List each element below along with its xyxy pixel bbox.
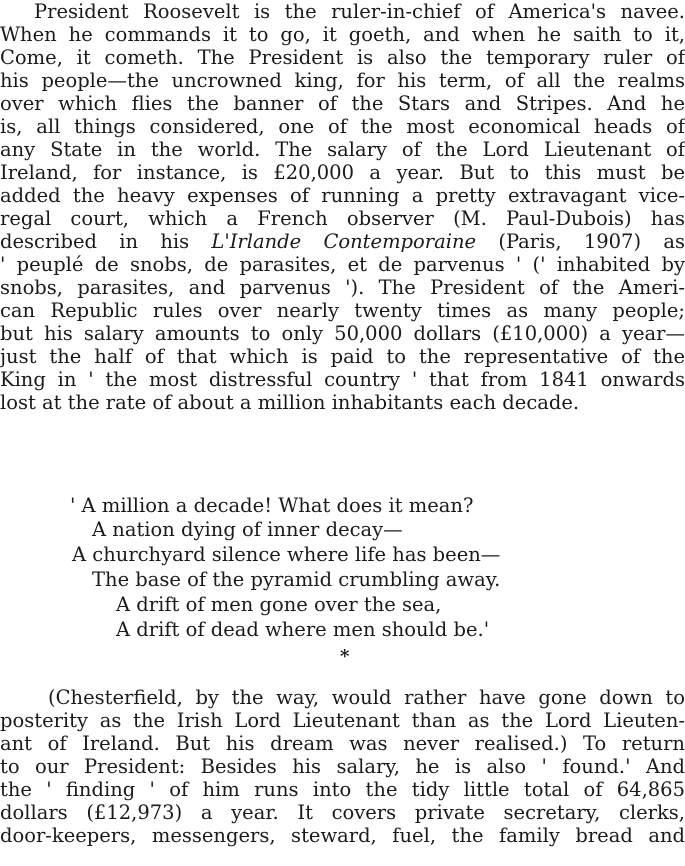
text-line: President Roosevelt is the ruler-in-chief of America's navee. xyxy=(34,0,685,23)
text-line: any State in the world. The salary of the Lord Lieutenant of xyxy=(0,138,685,161)
verse-line: A drift of men gone over the sea, xyxy=(116,593,442,616)
text-line: to our President: Besides his salary, he is also ' found.' And xyxy=(0,755,685,778)
text-line: posterity as the Irish Lord Lieutenant than as the Lord Lieuten- xyxy=(0,709,685,732)
text-line: his people—the uncrowned king, for his term, of all the realms xyxy=(0,69,685,92)
text-line: is, all things considered, one of the most economical heads of xyxy=(0,115,685,138)
verse-line: A nation dying of inner decay— xyxy=(92,518,403,541)
text-segment: (Paris, 1907) as xyxy=(476,230,685,253)
text-line: dollars (£12,973) a year. It covers private secretary, clerks, xyxy=(0,801,685,824)
text-line: ' peuplé de snobs, de parasites, et de parvenus ' (' inhabited by xyxy=(0,253,685,276)
verse-line: A drift of dead where men should be.' xyxy=(116,618,490,641)
text-line: can Republic rules over nearly twenty times as many people; xyxy=(0,299,685,322)
verse-line: A churchyard silence where life has been— xyxy=(72,543,501,566)
text-line: added the heavy expenses of running a pretty extravagant vice- xyxy=(0,184,685,207)
book-title: L'Irlande Contemporaine xyxy=(211,230,477,253)
text-line: the ' finding ' of him runs into the tidy little total of 64,865 xyxy=(0,778,685,801)
text-line: Come, it cometh. The President is also the temporary ruler of xyxy=(0,46,685,69)
text-line: over which flies the banner of the Stars and Stripes. And he xyxy=(0,92,685,115)
section-separator: * xyxy=(340,646,350,667)
text-segment: described in his xyxy=(0,230,212,253)
text-line: door-keepers, messengers, steward, fuel, the family bread and xyxy=(0,824,685,847)
text-line-with-title xyxy=(0,230,685,254)
text-line: just the half of that which is paid to the representative of the xyxy=(0,345,685,368)
text-line: lost at the rate of about a million inhabitants each decade. xyxy=(0,391,580,414)
text-line: regal court, which a French observer (M. Paul-Dubois) has xyxy=(0,207,685,230)
text-line: snobs, parasites, and parvenus '). The President of the Ameri- xyxy=(0,276,685,299)
text-line: Ireland, for instance, is £20,000 a year. But to this must be xyxy=(0,161,685,184)
text-line: but his salary amounts to only 50,000 dollars (£10,000) a year— xyxy=(0,322,685,345)
verse-line: ' A million a decade! What does it mean? xyxy=(70,494,474,517)
text-line: King in ' the most distressful country ' that from 1841 onwards xyxy=(0,368,685,391)
text-line: When he commands it to go, it goeth, and when he saith to it, xyxy=(0,23,685,46)
text-line: (Chesterfield, by the way, would rather have gone down to xyxy=(48,686,685,709)
verse-line: The base of the pyramid crumbling away. xyxy=(92,568,501,591)
text-line: ant of Ireland. But his dream was never realised.) To return xyxy=(0,732,685,755)
